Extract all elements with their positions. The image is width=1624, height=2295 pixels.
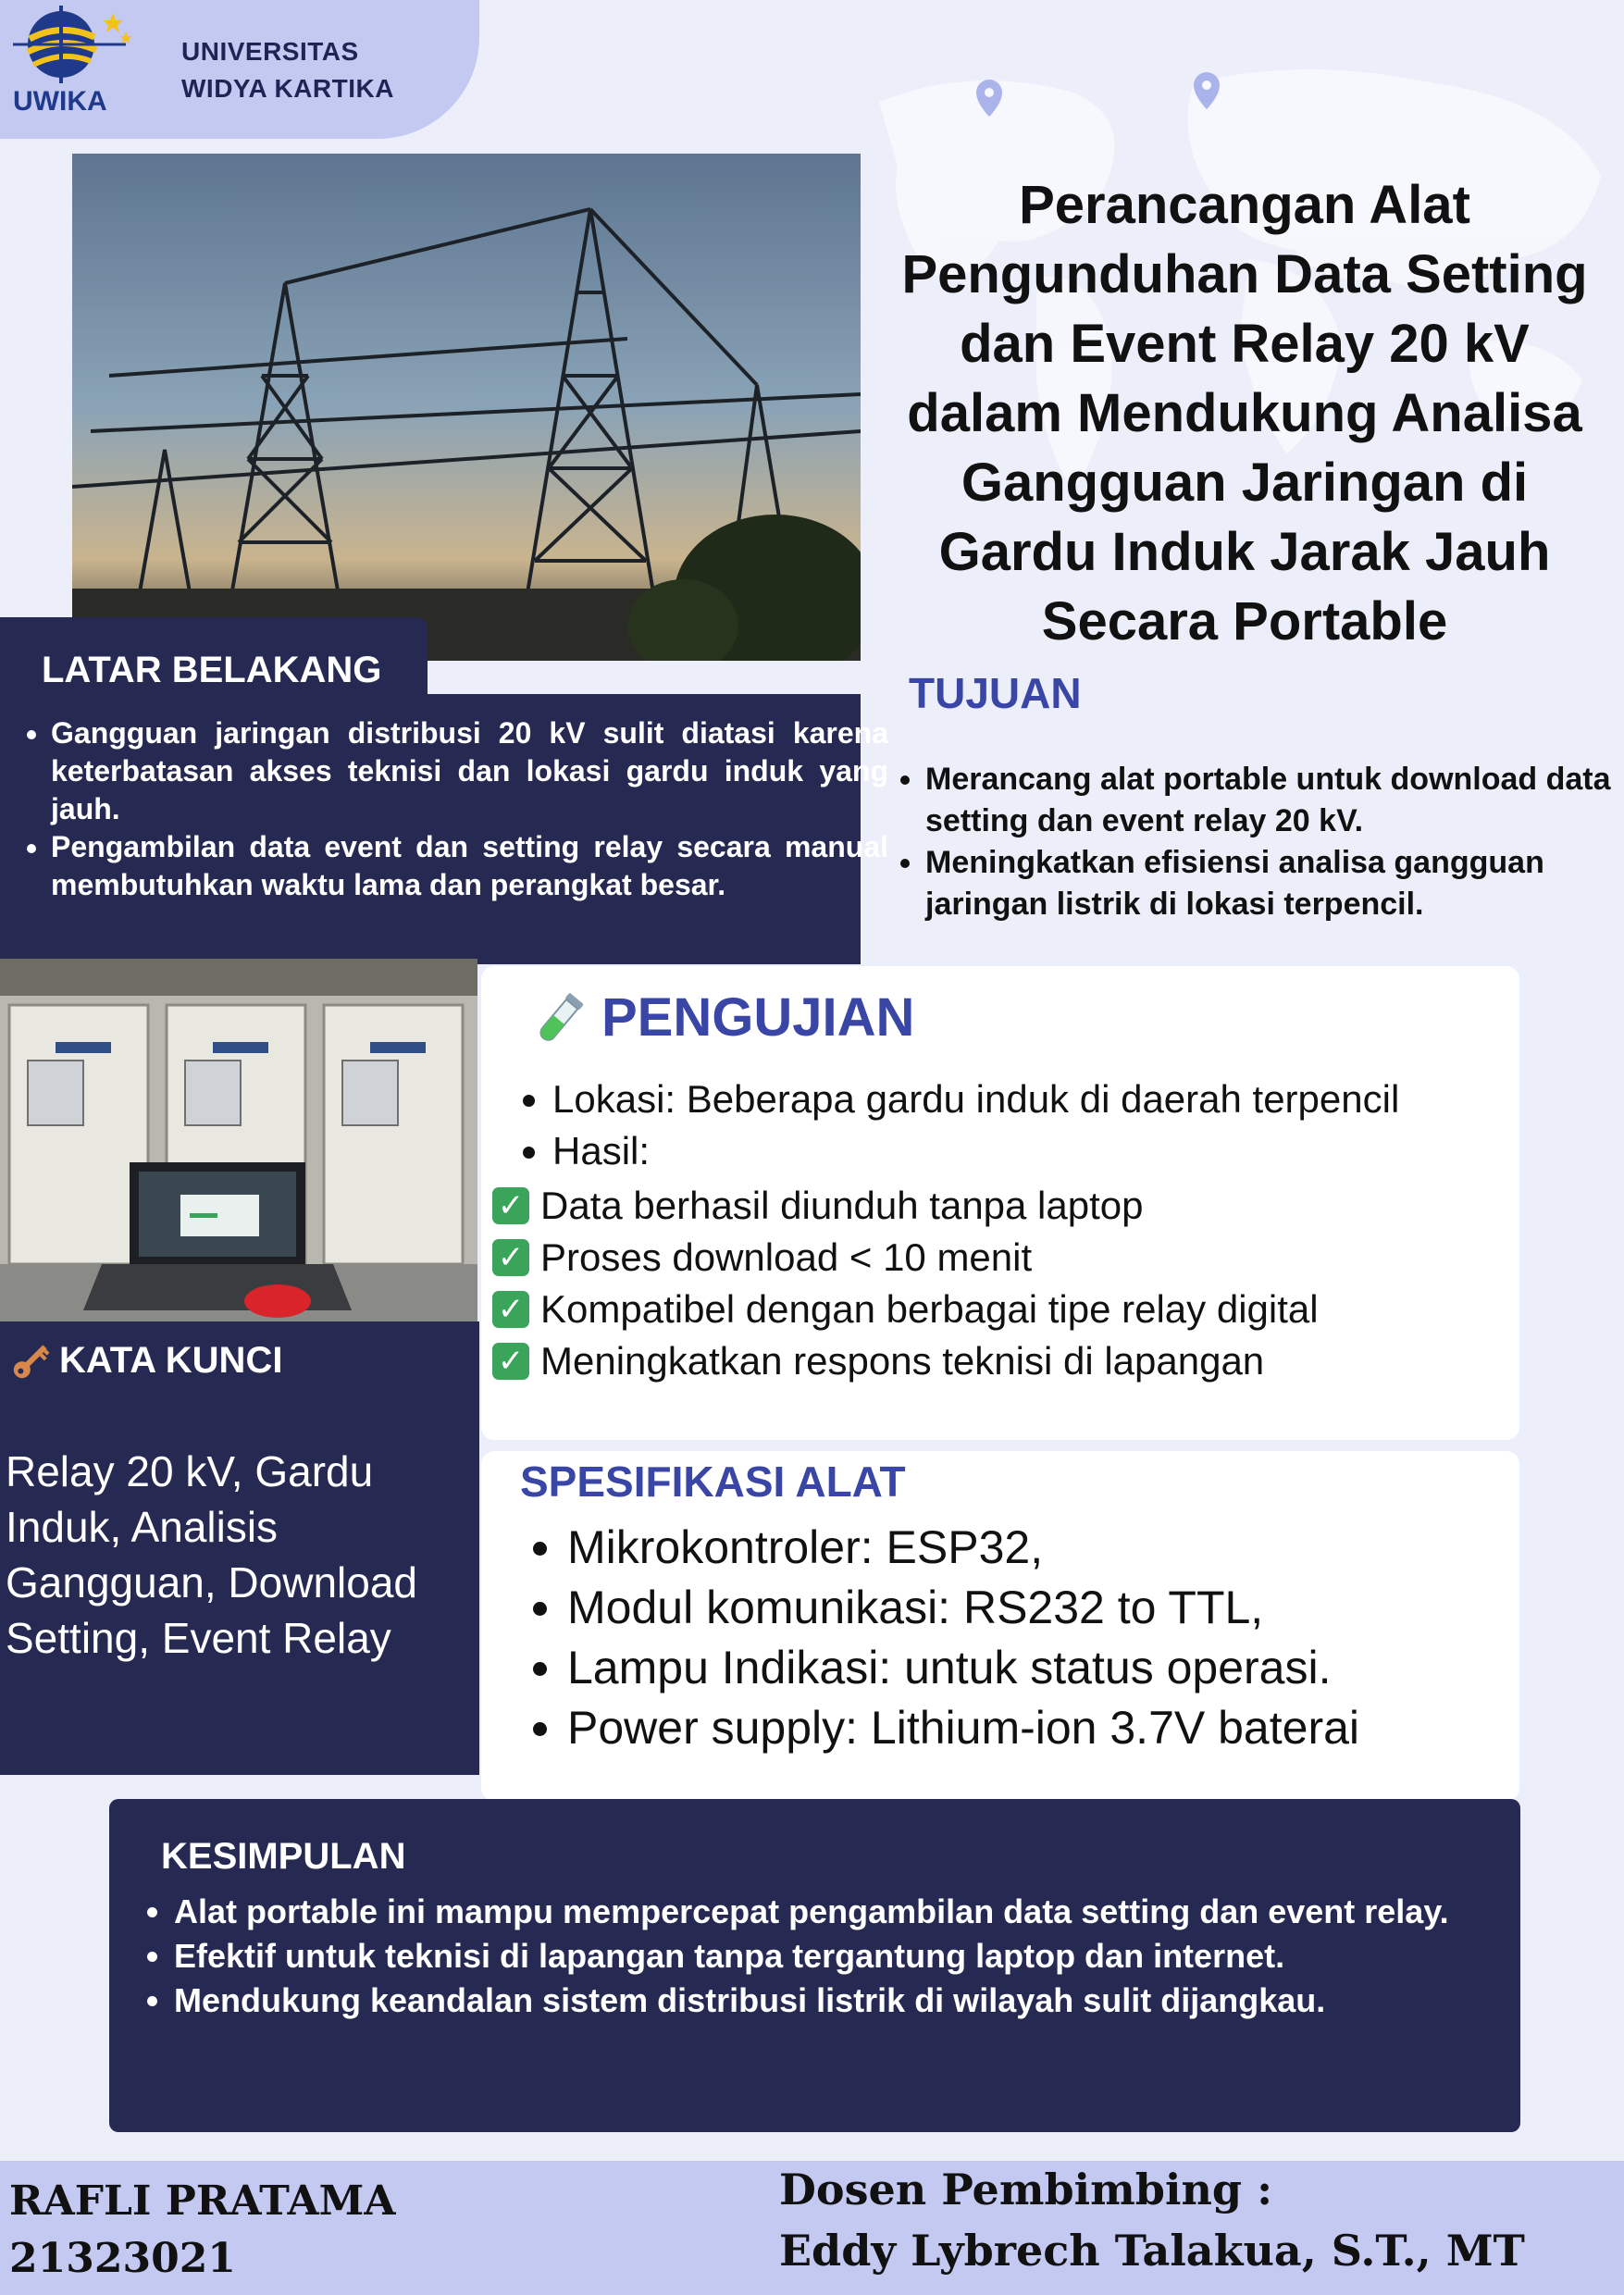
result-text: Meningkatkan respons teknisi di lapangan <box>540 1339 1265 1383</box>
check-mark-icon: ✓ <box>492 1239 529 1276</box>
list-item: • Modul komunikasi: RS232 to TTL, <box>567 1578 1557 1638</box>
check-mark-icon: ✓ <box>492 1291 529 1328</box>
author-name: RAFLI PRATAMA <box>9 2177 396 2225</box>
dosen-label: Dosen Pembimbing : <box>779 2165 1273 2214</box>
list-item: • Alat portable ini mampu mempercepat pengambilan data setting dan event relay. <box>174 1890 1516 1934</box>
result-text: Kompatibel dengan berbagai tipe relay digital <box>540 1287 1319 1331</box>
poster-title: Perancangan Alat Pengunduhan Data Setting dan Event Relay 20 kV dalam Mendukung Analisa Gangguan Jaringan di Gardu Induk Jarak Jauh Secara Portable <box>901 175 1588 651</box>
university-line2: WIDYA KARTIKA <box>181 74 394 103</box>
key-icon <box>7 1338 54 1384</box>
university-line1: UNIVERSITAS <box>181 37 359 66</box>
list-item: • Pengambilan data event dan setting relay secara manual membutuhkan waktu lama dan perangkat besar. <box>51 828 888 904</box>
university-name <box>181 33 394 107</box>
list-item: • Hasil: <box>552 1125 1552 1177</box>
substation-photo <box>72 154 861 661</box>
list-item: • Efektif untuk teknisi di lapangan tanpa tergantung laptop dan internet. <box>174 1934 1516 1979</box>
kesimpulan-title: KESIMPULAN <box>161 1836 406 1877</box>
list-item: • Meningkatkan efisiensi analisa gangguan jaringan listrik di lokasi terpencil. <box>925 842 1624 925</box>
relay-panel-photo <box>0 959 477 1323</box>
spesifikasi-list <box>523 1518 1557 1758</box>
latar-belakang-title: LATAR BELAKANG <box>42 650 382 690</box>
result-row <box>492 1284 1510 1335</box>
dosen-block <box>779 2159 1525 2281</box>
pengujian-results <box>492 1180 1510 1387</box>
check-mark-icon: ✓ <box>492 1343 529 1380</box>
dosen-name: Eddy Lybrech Talakua, S.T., MT <box>779 2226 1525 2276</box>
author-id: 21323021 <box>9 2235 236 2282</box>
kata-kunci-text: Relay 20 kV, Gardu Induk, Analisis Gangguan, Download Setting, Event Relay <box>6 1447 417 1662</box>
result-text: Data berhasil diunduh tanpa laptop <box>540 1184 1144 1227</box>
result-row <box>492 1180 1510 1232</box>
list-item: • Merancang alat portable untuk download data setting dan event relay 20 kV. <box>925 759 1624 842</box>
tujuan-title: TUJUAN <box>909 669 1082 717</box>
list-item: • Mikrokontroler: ESP32, <box>567 1518 1557 1578</box>
check-mark-icon: ✓ <box>492 1187 529 1224</box>
list-item: • Lampu Indikasi: untuk status operasi. <box>567 1638 1557 1698</box>
result-row <box>492 1335 1510 1387</box>
logo-text: UWIKA <box>13 86 107 115</box>
pengujian-list <box>514 1073 1552 1177</box>
list-item: • Power supply: Lithium-ion 3.7V baterai <box>567 1698 1557 1758</box>
list-item: • Gangguan jaringan distribusi 20 kV sulit diatasi karena keterbatasan akses teknisi dan lokasi gardu induk yang jauh. <box>51 714 888 828</box>
test-tube-icon <box>529 990 589 1049</box>
kata-kunci-title: KATA KUNCI <box>59 1340 283 1381</box>
author-block <box>9 2173 395 2288</box>
pengujian-title: PENGUJIAN <box>601 987 915 1048</box>
spesifikasi-title: SPESIFIKASI ALAT <box>520 1458 906 1506</box>
university-logo <box>6 4 141 115</box>
list-item: • Lokasi: Beberapa gardu induk di daerah terpencil <box>552 1073 1552 1125</box>
tujuan-list <box>888 759 1624 925</box>
result-row <box>492 1232 1510 1284</box>
globe-icon <box>13 6 132 83</box>
list-item: • Mendukung keandalan sistem distribusi listrik di wilayah sulit dijangkau. <box>174 1979 1516 2023</box>
kesimpulan-list <box>139 1890 1516 2023</box>
result-text: Proses download < 10 menit <box>540 1235 1033 1279</box>
latar-belakang-list <box>19 714 888 904</box>
